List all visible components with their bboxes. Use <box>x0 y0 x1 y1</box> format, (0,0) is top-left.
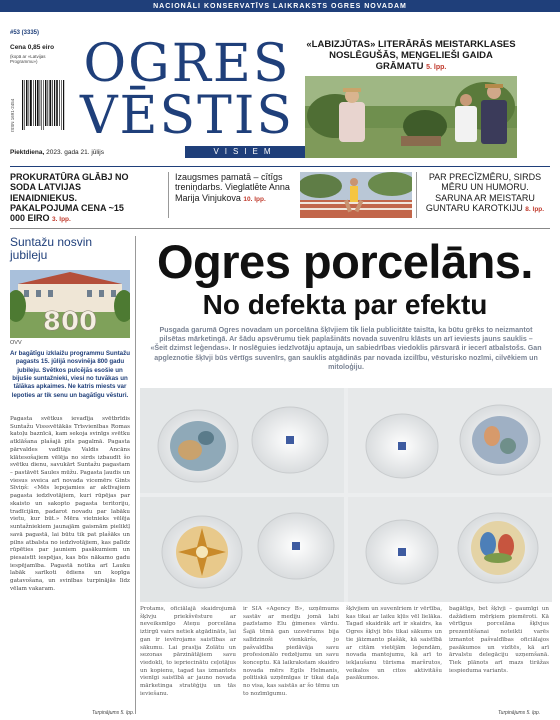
sidebar-lead: Ar bagātīgu izklaižu programmu Suntažu pagasts 15. jūlijā nosvinēja 800 gadu jubileju. Svētkos pulcējās esošie un bijušie suntažnieki, viesi no tuvākas un tālākas apkaimes. Ne katris miests var lepoties ar tik senu un bagātīgu vēsturi. <box>10 350 130 399</box>
teaser-interview-text: PAR PRECĪZMĒRU, SIRDS MĒRU UN HUMORU. SARUNA AR MEISTARU GUNTARU KAROTKIJU <box>425 172 542 214</box>
price-note: (kopā ar «Latvijas Programmu») <box>10 54 46 65</box>
teaser-athlete-photo <box>300 172 412 218</box>
teaser-athlete[interactable] <box>175 172 295 203</box>
teaser-athlete-text: Izaugsmes pamatā – cītīgs treniņdarbs. Vieglatlēte Anna Marija Vinjukova <box>175 172 290 203</box>
logo-title-line2: VĒSTIS <box>80 86 294 146</box>
masthead-divider <box>10 166 550 167</box>
teaser-prosecution-text: PROKURATŪRA GLĀBJ NO SODA LATVIJAS IENAIDNIEKUS. PAKALPOJUMA CENA ~15 000 EIRO <box>10 172 129 224</box>
issue-date <box>10 149 104 156</box>
main-column-1: Protams, oficiālajā skaidrojumā šķīvju priekšvēsture ar neveiksmīgo Ateņu porcelāna iztirgū vairs netiek atgādināts, lai gan ir ievērojams saistības ar sākumu. Lai prasīja Zolātu un sezonas pārzinātājiem savu viedokli, to iepriecinātu ceļotājus un kopienu, tagad tas izmantots vienīgi saistībā ar jauno novada mārketinga stratēģiju un tās ieviešanu. <box>140 606 236 697</box>
sidebar-divider <box>135 236 136 714</box>
teaser-interview[interactable] <box>424 172 546 214</box>
teaser-divider-line <box>10 228 550 229</box>
top-banner <box>0 0 560 12</box>
sidebar-continued[interactable]: Turpinājums 5. lpp. <box>92 710 135 716</box>
sidebar-body: Pagasta svētkus ievadīja svētbrīdis Suntažu Visssvētākās Trīsvienības Romas katoļu baznīcā, kam sekoja svinīgs svētku atklāšana plašajā pils pagalmā. Pagasta pārvaldes vadītājs Valdis Ancāns klātesošajiem vēlēja no sirds izbaudīt šo svētku dienu, savukārt Suntažu pagastam – pastāvēt Saules mūžu. Pagasta ļaudis un viesus sveica arī novada vicemērs Gints Sīviņš: «Mēs lepojamies ar aktīvajiem pagasta iedzīvotājiem, kuri rūpējas par skaisto un sakopto pagasta teritoriju, tradīcijām, padarot novadu par labāku vietu, kur būt.» Mēra vietnieks vēlēja suntažniekiem jaunajām gaismām pieliktļ savā pagastā, lai būtu tik pat plašāks un pilns atbalsta no iedzīvotājiem, kas palīdz rūpēties par jauniem pasākumiem un piesaistīt iespējas, kas būs nākamo gadu iespējamība. Pagastā notika arī Lauku labāk sarīkoti ēdiens un kopīga gatavošana, un svinības turpinājās līdz vēlam vakaram. <box>10 416 130 592</box>
logo-subtitle: VISIEM <box>185 146 305 158</box>
teaser-divider <box>168 172 169 218</box>
promo-headline[interactable] <box>305 40 517 73</box>
promo-photo <box>305 76 517 158</box>
main-column-4: bagātīgs, bet šķīvji – gaumīgi un dažādiem mērķiem piemēroti. Kā vērtīgus porcelāna šķīvjus prezentēšanai noteikti varēs izmantot pašvaldības oficiālajos pasākumos un vizītēs, kā arī ārvalstu delegāciju uzņemšanā. Tiek plānots arī mazs tirāžas iespieduma variants. <box>449 606 549 674</box>
teaser-athlete-ref: 10. lpp. <box>243 195 266 203</box>
issue-number: #53 (3335) <box>10 30 40 36</box>
promo-headline-text: «LABIZJŪTAS» LITERĀRĀS MEISTARKLASES NOSLĒGUŠĀS, MEŅGELIEŠI GAIDA GRĀMATU <box>306 39 516 72</box>
date-rest: 2023. gada 21. jūlijs <box>46 149 104 156</box>
sidebar-photo-credit: OVV <box>10 340 22 346</box>
issn: ISSN 1691-2454 <box>10 98 15 132</box>
date-day: Piektdiena, <box>10 149 45 156</box>
main-column-3: šķīvjiem un suvenīriem ir vērtība, kas tikai ar laiku kļūs vēl lielāka. Tagad skaidrāk arī ir skaidrs, ka Ogres šķīvji būs tikai sākums un tie jāizmanto plašāk, kā saistībā ar citām vietējām leģendām, novada mantojumu, kā arī to iekļaušanu tūrisma maršrutos, veikalos un citos aktivitāšu pasākumos. <box>346 606 442 682</box>
logo-title-line1: OGRES <box>83 34 291 94</box>
barcode <box>20 78 66 142</box>
teaser-prosecution-ref: 3. lpp. <box>52 216 71 224</box>
sidebar-photo <box>10 270 130 338</box>
teaser-divider <box>416 172 417 218</box>
main-photo-plates <box>140 388 552 602</box>
main-lead: Pusgada garumā Ogres novadam un porcelāna šķīvjiem tik liela publicitāte taisīta, ka būtu grēks to neizmantot pilsētas mārketingā. Ar šādu apsvērumu tiek paplašināts novada suvenīru klāsts un arī ieviests jauns sauklis – «Šeit dzimst leģendas». Ir noslēguies iedzīvotāju aptauja, un sabiedrības viedoklis pārsvarā ir iecerī atbalstošs. Gan apgleznotie šķīvji būs vērtīgs suvenīrs, gan sauklis atgādinās par novada izcilību, vēsturisko nozīmi, cilvēkiem un mitoloģiju. <box>150 326 542 371</box>
main-continued[interactable]: Turpinājums 5. lpp. <box>498 710 541 716</box>
teaser-interview-ref: 8. lpp. <box>525 206 545 214</box>
banner-text: NACIONĀLI KONSERVATĪVS LAIKRAKSTS OGRES NOVADAM <box>153 2 407 10</box>
main-headline[interactable]: Ogres porcelāns. <box>157 235 533 288</box>
main-column-2: ir SIA «Agency B», uzņēmums sastāv ar mediju jomā labi pazīstamo Elu ģimenes vārdu. Šajā tēmā gan uzsvērums bija salīdzinoši vienkāršs, jo pašvaldība piedāvāja savu profesionālo redzējumu un savu konceptu. Kā laikrakstam skaidro novada mērs Egils Helmanis, politiskā uzņēmīgas ir tikai daļa no visa, kas saistās ar šo tēmu un to nozīmīgumu. <box>243 606 339 697</box>
teaser-prosecution[interactable] <box>10 172 132 224</box>
sidebar-photo-sign: 800 <box>42 307 98 337</box>
sidebar-title[interactable]: Suntažu nosvin jubileju <box>10 235 93 263</box>
price: Cena 0,85 eiro <box>10 44 55 51</box>
promo-page-ref: 5. lpp. <box>426 63 447 71</box>
main-subheadline[interactable]: No defekta par efektu <box>202 289 488 320</box>
